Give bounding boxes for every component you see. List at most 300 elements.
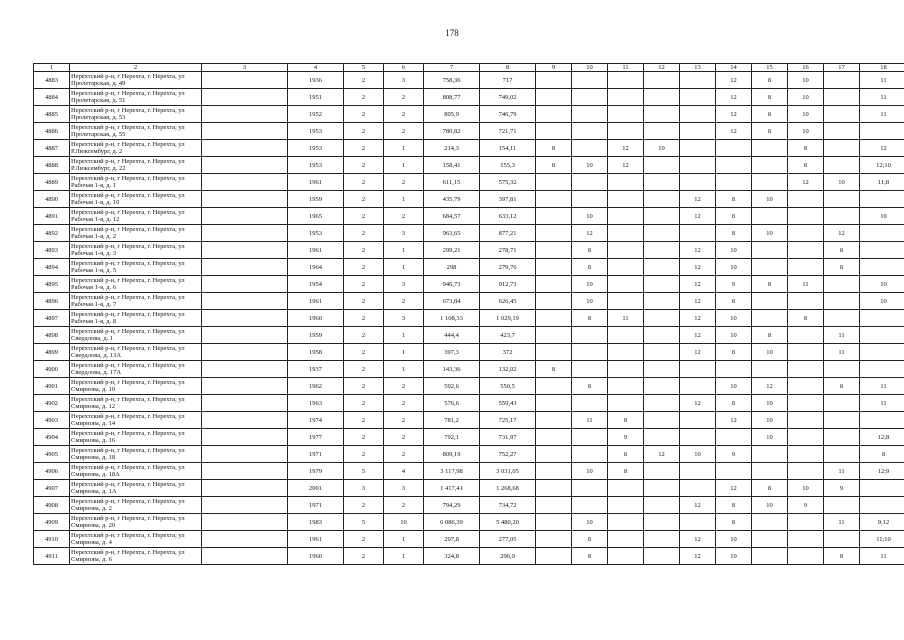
column-number-12: 12: [644, 64, 680, 72]
column-number-4: 4: [288, 64, 344, 72]
table-cell: 1953: [288, 157, 344, 174]
table-cell: 2: [344, 72, 384, 89]
address-cell: Нерехтский р-н, г Нерехта, г. Нерехта, ул Рабочая 1-я, д. 2: [70, 225, 202, 242]
table-cell: 1 268,68: [480, 480, 536, 497]
table-cell: [608, 276, 644, 293]
table-cell: 673,84: [424, 293, 480, 310]
address-cell: Нерехтский р-н, г Нерехта, г. Нерехта, ул Свердлова, д. 17А: [70, 361, 202, 378]
table-cell: 8: [572, 259, 608, 276]
table-cell: [536, 548, 572, 565]
table-cell: [202, 208, 288, 225]
table-cell: 8: [608, 412, 644, 429]
table-cell: 11: [860, 89, 904, 106]
table-cell: 2: [344, 310, 384, 327]
table-cell: 12: [680, 191, 716, 208]
table-cell: 2: [344, 106, 384, 123]
table-cell: 11: [860, 106, 904, 123]
table-cell: 1: [384, 361, 424, 378]
table-cell: 12: [716, 123, 752, 140]
table-cell: [202, 157, 288, 174]
table-cell: 8: [716, 344, 752, 361]
table-cell: 1959: [288, 191, 344, 208]
table-cell: [202, 480, 288, 497]
table-cell: [608, 514, 644, 531]
table-cell: 12: [788, 174, 824, 191]
table-row: [34, 208, 904, 225]
table-cell: [752, 174, 788, 191]
table-cell: 809,19: [424, 446, 480, 463]
table-cell: 2: [344, 242, 384, 259]
table-cell: 2: [384, 89, 424, 106]
column-number-17: 17: [824, 64, 860, 72]
table-cell: [572, 344, 608, 361]
table-cell: 1: [384, 191, 424, 208]
table-cell: [536, 497, 572, 514]
table-cell: 1958: [288, 344, 344, 361]
table-cell: [644, 344, 680, 361]
table-cell: [644, 242, 680, 259]
table-cell: 2: [344, 429, 384, 446]
table-cell: 1936: [288, 72, 344, 89]
table-cell: [572, 174, 608, 191]
table-cell: 8: [536, 157, 572, 174]
table-cell: [572, 429, 608, 446]
table-cell: 11;10: [860, 531, 904, 548]
table-cell: 6 086,39: [424, 514, 480, 531]
table-cell: 877,21: [480, 225, 536, 242]
column-number-18: 18: [860, 64, 904, 72]
table-cell: [716, 140, 752, 157]
table-cell: [572, 106, 608, 123]
table-cell: [680, 89, 716, 106]
table-cell: [716, 463, 752, 480]
table-cell: 11: [608, 310, 644, 327]
address-cell: Нерехтский р-н, г Нерехта, г. Нерехта, ул Смирнова, д. 2: [70, 497, 202, 514]
table-cell: 12: [680, 276, 716, 293]
table-cell: 3 117,98: [424, 463, 480, 480]
table-cell: 1937: [288, 361, 344, 378]
table-cell: [680, 480, 716, 497]
table-cell: 9: [716, 276, 752, 293]
table-cell: 2: [384, 123, 424, 140]
table-cell: 963,65: [424, 225, 480, 242]
table-cell: [788, 361, 824, 378]
table-cell: 10: [788, 123, 824, 140]
table-cell: [608, 72, 644, 89]
table-cell: 12;9: [860, 463, 904, 480]
table-cell: 626,45: [480, 293, 536, 310]
table-cell: 12: [680, 395, 716, 412]
table-cell: 10: [680, 446, 716, 463]
table-cell: [202, 259, 288, 276]
table-cell: [788, 463, 824, 480]
row-number-cell: 4909: [34, 514, 70, 531]
address-cell: Нерехтский р-н, г Нерехта, г. Нерехта, ул Свердлова, д. 1: [70, 327, 202, 344]
table-cell: [536, 531, 572, 548]
table-cell: [608, 531, 644, 548]
table-cell: 2: [384, 446, 424, 463]
table-cell: 1979: [288, 463, 344, 480]
table-cell: 8: [824, 548, 860, 565]
table-cell: [860, 191, 904, 208]
table-cell: 1974: [288, 412, 344, 429]
table-cell: 633,12: [480, 208, 536, 225]
column-number-13: 13: [680, 64, 716, 72]
table-row: [34, 89, 904, 106]
table-cell: 2: [384, 106, 424, 123]
table-cell: [608, 225, 644, 242]
table-cell: 3: [384, 276, 424, 293]
table-cell: [536, 446, 572, 463]
table-cell: [860, 480, 904, 497]
row-number-cell: 4900: [34, 361, 70, 378]
address-cell: Нерехтский р-н, г Нерехта, г. Нерехта, ул Рабочая 1-я, д. 7: [70, 293, 202, 310]
table-cell: [752, 514, 788, 531]
table-cell: [788, 242, 824, 259]
table-cell: 12: [572, 225, 608, 242]
table-cell: 12: [680, 548, 716, 565]
table-cell: [572, 446, 608, 463]
table-cell: [680, 174, 716, 191]
table-cell: 780,82: [424, 123, 480, 140]
table-cell: [644, 429, 680, 446]
table-cell: [752, 548, 788, 565]
table-cell: [608, 208, 644, 225]
table-cell: 299,21: [424, 242, 480, 259]
table-cell: 8: [788, 157, 824, 174]
table-cell: [644, 514, 680, 531]
row-number-cell: 4903: [34, 412, 70, 429]
table-cell: 10: [752, 395, 788, 412]
table-cell: [536, 429, 572, 446]
table-cell: 2: [344, 140, 384, 157]
table-cell: 1 417,41: [424, 480, 480, 497]
table-cell: [644, 293, 680, 310]
table-cell: [202, 123, 288, 140]
table-cell: [680, 106, 716, 123]
table-cell: 1963: [288, 395, 344, 412]
table-cell: [644, 208, 680, 225]
table-cell: 2: [344, 191, 384, 208]
row-number-cell: 4902: [34, 395, 70, 412]
table-cell: [644, 174, 680, 191]
table-cell: [680, 157, 716, 174]
address-cell: Нерехтский р-н, г Нерехта, г. Нерехта, ул Р.Люксембург, д. 2: [70, 140, 202, 157]
table-cell: 1960: [288, 310, 344, 327]
table-cell: 10: [788, 106, 824, 123]
address-cell: Нерехтский р-н, г Нерехта, г. Нерехта, ул Свердлова, д. 13А: [70, 344, 202, 361]
row-number-cell: 4893: [34, 242, 70, 259]
table-cell: 8: [716, 208, 752, 225]
table-cell: 8: [824, 259, 860, 276]
table-cell: [536, 276, 572, 293]
address-cell: Нерехтский р-н, г Нерехта, г. Нерехта, ул Смирнова, д. 16: [70, 429, 202, 446]
table-cell: [202, 429, 288, 446]
table-cell: [860, 412, 904, 429]
row-number-cell: 4895: [34, 276, 70, 293]
table-cell: [680, 378, 716, 395]
table-cell: [788, 191, 824, 208]
table-cell: 1: [384, 344, 424, 361]
table-cell: [644, 497, 680, 514]
row-number-cell: 4889: [34, 174, 70, 191]
table-cell: 298: [424, 259, 480, 276]
table-cell: [572, 123, 608, 140]
table-cell: 11: [860, 378, 904, 395]
table-cell: [644, 361, 680, 378]
table-row: [34, 548, 904, 565]
table-cell: 1: [384, 157, 424, 174]
table-cell: [716, 174, 752, 191]
table-row: [34, 293, 904, 310]
table-cell: [608, 548, 644, 565]
table-row: [34, 123, 904, 140]
table-cell: 10: [860, 293, 904, 310]
table-cell: [572, 497, 608, 514]
table-cell: [202, 225, 288, 242]
table-cell: 8: [716, 497, 752, 514]
housing-registry-table: [33, 63, 904, 565]
table-cell: 12: [680, 293, 716, 310]
table-cell: [536, 208, 572, 225]
table-cell: [202, 72, 288, 89]
table-cell: 11: [824, 514, 860, 531]
table-cell: 12: [716, 412, 752, 429]
table-cell: 11: [860, 548, 904, 565]
table-cell: [608, 123, 644, 140]
table-cell: 9;12: [860, 514, 904, 531]
table-cell: 2: [344, 276, 384, 293]
table-cell: 10: [752, 191, 788, 208]
table-cell: 12;8: [860, 429, 904, 446]
table-cell: [824, 429, 860, 446]
table-cell: [716, 429, 752, 446]
table-body: [34, 72, 904, 565]
table-cell: 3: [384, 480, 424, 497]
table-row: [34, 72, 904, 89]
table-cell: 10: [716, 548, 752, 565]
table-cell: 1: [384, 242, 424, 259]
table-cell: [644, 157, 680, 174]
table-cell: [824, 361, 860, 378]
table-cell: 2: [344, 497, 384, 514]
table-row: [34, 344, 904, 361]
table-row: [34, 191, 904, 208]
table-cell: 11: [572, 412, 608, 429]
table-cell: [788, 548, 824, 565]
table-cell: 576,6: [424, 395, 480, 412]
table-cell: [860, 344, 904, 361]
table-cell: 3: [384, 72, 424, 89]
table-cell: 912,73: [480, 276, 536, 293]
table-cell: [824, 446, 860, 463]
table-cell: 1971: [288, 446, 344, 463]
table-cell: 550,5: [480, 378, 536, 395]
table-cell: 9: [824, 480, 860, 497]
table-cell: 8: [536, 361, 572, 378]
table-row: [34, 412, 904, 429]
table-cell: 2: [344, 123, 384, 140]
table-cell: [824, 157, 860, 174]
address-cell: Нерехтский р-н, г Нерехта, г. Нерехта, ул Рабочая 1-я, д. 10: [70, 191, 202, 208]
table-cell: [202, 276, 288, 293]
table-cell: 214,3: [424, 140, 480, 157]
table-cell: [202, 412, 288, 429]
address-cell: Нерехтский р-н, г Нерехта, г. Нерехта, ул Смирнова, д. 20: [70, 514, 202, 531]
address-cell: Нерехтский р-н, г Нерехта, г. Нерехта, ул Смирнова, д. 14: [70, 412, 202, 429]
address-cell: Нерехтский р-н, г Нерехта, г. Нерехта, ул Смирнова, д. 6: [70, 548, 202, 565]
table-cell: 8: [788, 310, 824, 327]
table-cell: 10: [572, 514, 608, 531]
table-cell: 794,29: [424, 497, 480, 514]
table-cell: 3 031,05: [480, 463, 536, 480]
table-cell: 2: [344, 89, 384, 106]
table-row: [34, 140, 904, 157]
row-number-cell: 4905: [34, 446, 70, 463]
table-cell: 1: [384, 327, 424, 344]
table-cell: [860, 361, 904, 378]
table-cell: [860, 242, 904, 259]
address-cell: Нерехтский р-н, г Нерехта, г. Нерехта, ул Пролетарская, д. 55: [70, 123, 202, 140]
table-cell: 12: [680, 531, 716, 548]
table-cell: 10: [788, 480, 824, 497]
table-cell: [824, 191, 860, 208]
row-number-cell: 4894: [34, 259, 70, 276]
table-row: [34, 514, 904, 531]
table-row: [34, 225, 904, 242]
table-cell: 277,05: [480, 531, 536, 548]
column-number-2: 2: [70, 64, 202, 72]
table-row: [34, 157, 904, 174]
address-cell: Нерехтский р-н, г Нерехта, г. Нерехта, ул Смирнова, д. 4: [70, 531, 202, 548]
table-cell: [572, 140, 608, 157]
table-cell: 12: [680, 242, 716, 259]
table-cell: 8: [572, 531, 608, 548]
table-cell: 2: [384, 412, 424, 429]
table-cell: 423,7: [480, 327, 536, 344]
address-cell: Нерехтский р-н, г Нерехта, г. Нерехта, ул Пролетарская, д. 49: [70, 72, 202, 89]
row-number-cell: 4911: [34, 548, 70, 565]
table-cell: 12: [716, 480, 752, 497]
table-cell: [644, 72, 680, 89]
table-cell: 1977: [288, 429, 344, 446]
table-cell: 10: [716, 310, 752, 327]
table-cell: 297,8: [424, 531, 480, 548]
table-cell: [536, 395, 572, 412]
table-cell: [644, 225, 680, 242]
table-cell: [788, 327, 824, 344]
table-row: [34, 429, 904, 446]
table-cell: 10: [644, 140, 680, 157]
column-number-16: 16: [788, 64, 824, 72]
table-cell: 8: [716, 514, 752, 531]
table-cell: 11: [860, 395, 904, 412]
table-cell: 5 480,20: [480, 514, 536, 531]
table-cell: [680, 514, 716, 531]
table-cell: [644, 463, 680, 480]
table-cell: 444,4: [424, 327, 480, 344]
table-cell: [536, 412, 572, 429]
table-cell: [202, 514, 288, 531]
table-cell: 8: [752, 480, 788, 497]
table-cell: [536, 378, 572, 395]
table-cell: 12: [716, 72, 752, 89]
table-cell: [680, 412, 716, 429]
table-cell: 5: [344, 463, 384, 480]
table-cell: 684,57: [424, 208, 480, 225]
table-cell: 1953: [288, 123, 344, 140]
table-cell: [536, 123, 572, 140]
row-number-cell: 4885: [34, 106, 70, 123]
table-cell: 1983: [288, 514, 344, 531]
table-cell: 1: [384, 531, 424, 548]
row-number-cell: 4908: [34, 497, 70, 514]
table-cell: 12: [608, 140, 644, 157]
table-cell: 10: [716, 259, 752, 276]
table-cell: 8: [752, 327, 788, 344]
row-number-cell: 4883: [34, 72, 70, 89]
table-cell: [752, 531, 788, 548]
column-number-8: 8: [480, 64, 536, 72]
table-cell: 10: [384, 514, 424, 531]
table-cell: 792,1: [424, 429, 480, 446]
table-cell: 1965: [288, 208, 344, 225]
table-cell: 12: [608, 157, 644, 174]
table-cell: [608, 327, 644, 344]
table-cell: 12: [824, 225, 860, 242]
table-cell: 296,9: [480, 548, 536, 565]
table-cell: 946,73: [424, 276, 480, 293]
address-cell: Нерехтский р-н, г Нерехта, г. Нерехта, ул Смирнова, д. 18А: [70, 463, 202, 480]
row-number-cell: 4897: [34, 310, 70, 327]
table-cell: [608, 361, 644, 378]
table-cell: 1 108,33: [424, 310, 480, 327]
table-cell: 324,8: [424, 548, 480, 565]
table-cell: 1961: [288, 174, 344, 191]
table-cell: [202, 446, 288, 463]
row-number-cell: 4907: [34, 480, 70, 497]
table-cell: 10: [752, 497, 788, 514]
table-cell: [860, 259, 904, 276]
table-cell: 2: [344, 208, 384, 225]
table-cell: [644, 378, 680, 395]
table-cell: [202, 242, 288, 259]
table-cell: 10: [752, 429, 788, 446]
table-cell: 8: [752, 89, 788, 106]
table-cell: 1964: [288, 259, 344, 276]
address-cell: Нерехтский р-н, г Нерехта, г. Нерехта, ул Рабочая 1-я, д. 3: [70, 242, 202, 259]
address-cell: Нерехтский р-н, г Нерехта, г. Нерехта, ул Пролетарская, д. 51: [70, 89, 202, 106]
table-cell: [752, 446, 788, 463]
table-cell: 10: [752, 225, 788, 242]
table-cell: [536, 225, 572, 242]
table-cell: 8: [716, 293, 752, 310]
table-cell: [644, 310, 680, 327]
table-cell: [572, 72, 608, 89]
table-cell: [860, 123, 904, 140]
table-cell: [608, 242, 644, 259]
row-number-cell: 4904: [34, 429, 70, 446]
table-cell: 1951: [288, 89, 344, 106]
table-cell: 12: [716, 89, 752, 106]
table-cell: 12: [680, 344, 716, 361]
table-cell: 397,81: [480, 191, 536, 208]
address-cell: Нерехтский р-н, г Нерехта, г. Нерехта, ул Смирнова, д. 12: [70, 395, 202, 412]
table-cell: 8: [824, 378, 860, 395]
table-cell: [680, 140, 716, 157]
table-cell: [572, 89, 608, 106]
table-cell: [536, 480, 572, 497]
